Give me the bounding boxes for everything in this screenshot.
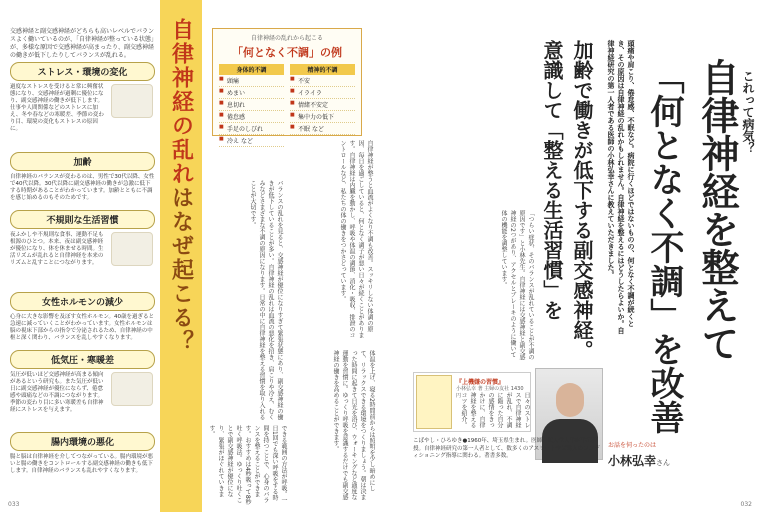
table-title: 「何となく不調」の例 xyxy=(232,46,342,59)
weather-illustration xyxy=(111,372,153,406)
cause-title: 加齢 xyxy=(10,152,155,171)
symptom-item: ■ 集中力の低下 xyxy=(290,111,355,123)
symptom-label: 不眠 xyxy=(298,126,311,133)
article-column-2: バランスの乱れを見ると、交感神経が優位になりすぎて緊張状態にあり、副交感神経の働きが低下していることが多い。自律神経の乱れは血流の悪化を招き、肩こりや冷え、むくみなどさまざまな不調の原因になります。日常の中に自律神経を整える習慣を取り入れることが大切です。 xyxy=(249,180,283,420)
symptom-label: 冷え xyxy=(227,138,240,145)
headline-rest: はなぜ起こる？ xyxy=(168,186,194,354)
symptom-item xyxy=(290,123,355,135)
cause-text: 自律神経のバランスが変わるのは、男性で30代以降、女性で40代以降。30代以降に副交感神経の働きが急激に低下する時期があることがわかっています。加齢とともに不調を感じ始めるのもそのためです。 xyxy=(10,174,155,201)
causes-sidebar xyxy=(0,0,160,512)
title-line-2: 「何となく不調」を改善 xyxy=(644,60,684,434)
more-label: など xyxy=(240,138,253,145)
article-column-4: できる範囲の方法が呼吸。一日1回でも深い呼吸をする時間を持つことで、心身のバランスを整えることができます。おすすめは4秒吸って8秒吐く呼吸法。ゆっくり吐くことで副交感神経が優位になり、緊張がほぐれていきます。 xyxy=(208,425,287,505)
section-headline xyxy=(160,18,202,438)
sleeping-illustration xyxy=(111,232,153,266)
mind-symptoms-header: 精神的不調 xyxy=(290,64,355,75)
cause-text: 心身に大きな影響を及ぼす女性ホルモン。40歳を過ぎると急速に減っていくことがわかっています。女性ホルモンは脳の視床下部からの指令で分泌されるため、自律神経の中枢と深く関わり、バランスを乱しやすくなります。 xyxy=(10,314,155,341)
page-number-right: 032 xyxy=(740,501,752,508)
symptom-item: ■ 息切れ xyxy=(219,99,284,111)
symptom-item: ■ 倦怠感 xyxy=(219,111,284,123)
stress-illustration xyxy=(111,84,153,118)
cause-female-hormone xyxy=(10,292,155,342)
cause-title: ストレス・環境の変化 xyxy=(10,62,155,81)
headline-accent: 自律神経の乱れ xyxy=(168,18,194,186)
book-meta: 小林弘幸 著 主婦の友社 1430円 xyxy=(456,386,524,399)
cause-title: 腸内環境の悪化 xyxy=(10,432,155,451)
cause-text: 夜ふかしや不規則な食事、運動不足も根源のひとつ。本来、夜は副交感神経が優位になり、体を休ませる時間。生活リズムが乱れると自律神経を本来のリズムと乱すことにつながります。 xyxy=(10,232,104,266)
speaker-name-text: 小林弘幸 xyxy=(608,454,657,468)
symptom-item: ■ イライラ xyxy=(290,87,355,99)
cause-title: 女性ホルモンの減少 xyxy=(10,292,155,311)
subtitle-line-2: 意識して「整える生活習慣」を xyxy=(540,40,564,320)
cause-title: 低気圧・寒暖差 xyxy=(10,350,155,369)
subtitle-line-1: 加齢で働きが低下する副交感神経。 xyxy=(570,40,594,360)
cause-gut-environment xyxy=(10,432,155,475)
lead-text: 頭痛や肩こり、倦怠感、不眠など。病院に行くほどではないものの、何となく不調が続くとき、その原因は自律神経の乱れかもしれません。自律神経を整えるにはどうしたらよいか。自律神経研究の第一人者である医師の小林弘幸さんに教えていただきました。 xyxy=(607,40,635,334)
speaker-name xyxy=(608,452,670,469)
symptom-item xyxy=(219,135,284,147)
cause-text: 過度なストレスを受けると常に興奮状態になり、交感神経が過剰に優位になり、副交感神経の働きが低下します。仕事や人間関係などのストレスに加え、冬や春などの寒暖差、季節の変わり目、環境の変化もストレスの原因に。 xyxy=(10,84,104,132)
table-caption: 自律神経の乱れから起こる xyxy=(250,35,323,42)
speaker-profile: こばやし・ひろゆき●1960年、埼玉県生まれ。医師。順天堂大学医学部教授。自律神経研究の第一人者として、数多くのアスリートや芸能人のコンディショニング指導に関わる。著書多数。 xyxy=(413,438,600,459)
photo-head xyxy=(556,383,584,417)
kicker: これって病気？ xyxy=(741,70,755,154)
right-article-column: 「つらい症状、そのバランスが乱れていることが不調の原因です」と小林先生。自律神経には交感神経と副交感神経の2つがあり、アクセルとブレーキのように働いて体の機能を調整しています。 xyxy=(500,210,534,360)
symptom-item: ■ 情緒不安定 xyxy=(290,99,355,111)
symptom-item: ■ 手足のしびれ xyxy=(219,123,284,135)
sidebar-intro: 交感神経と副交感神経がどちらも高いレベルでバランスよく働いているのが、「自律神経が整っている状態」が、多様な原因で交感神経が高まったり、副交感神経の働きが低下したりしてバランスが乱れる。 xyxy=(10,28,155,59)
symptom-item: ■ 頭痛 xyxy=(219,75,284,87)
book-cover xyxy=(416,375,452,429)
article-column-1: 自律神経が整うと血流がよくなり不調も改善。スッキリしない体調の原因、毎日を過ごしていると、何となく調子が悪い日々が続くことがあります。自律神経は内臓を動かし、呼吸や体温の調節、消化・吸収、排泄のコントロールなど、私たちの体の働きをつかさどっています。 xyxy=(339,140,373,338)
page-number-left: 033 xyxy=(8,501,20,508)
cause-low-pressure xyxy=(10,350,155,414)
book-description: 日々のストレスで自律神経が乱れ、不調に陥った自分の感情をきっかけに、自律神経を整えるコツを紹介。 xyxy=(460,392,530,428)
cause-stress xyxy=(10,62,155,133)
cause-title: 不規則な生活習慣 xyxy=(10,210,155,229)
title-line-1: 自律神経を整えて xyxy=(695,58,739,362)
body-symptoms xyxy=(219,64,284,147)
article-column-3: 体温を上げ、寝る2時間前からは照明を少し暗めにして、リラックスできる環境をつくりましょう。朝は決まった時間に起きて日光を浴び、ウォーキングなど適度な運動を習慣に。ゆっくり呼吸を意識するだけでも副交感神経の働きを高めることができます。 xyxy=(332,350,375,500)
book-title: 『上機嫌の習慣』 xyxy=(456,379,505,386)
symptom-table xyxy=(212,28,362,145)
cause-text: 腸と脳は自律神経を介してつながっている。腸内環境が悪いと腸の働きをコントロールする副交感神経の働きも低下します。自律神経のバランスも乱れやすくなります。 xyxy=(10,454,154,474)
speaker-suffix: さん xyxy=(656,459,671,467)
cause-irregular-lifestyle xyxy=(10,210,155,267)
cause-text: 気圧が低いほど交感神経が高まる傾向があるという研究も。また気圧が低い日に副交感神経が優位にならず、倦怠感や頭痛などの不調につながります。季節の変わり目に多い寒暖差も自律神経にストレスを与えます。 xyxy=(10,372,104,413)
cause-aging xyxy=(10,152,155,202)
speaker-caption: お話を伺ったのは xyxy=(608,442,657,449)
symptom-item: ■ 不安 xyxy=(290,75,355,87)
symptom-item: ■ めまい xyxy=(219,87,284,99)
body-symptoms-header: 身体的不調 xyxy=(219,64,284,75)
mind-symptoms xyxy=(290,64,355,147)
more-label: など xyxy=(311,126,324,133)
